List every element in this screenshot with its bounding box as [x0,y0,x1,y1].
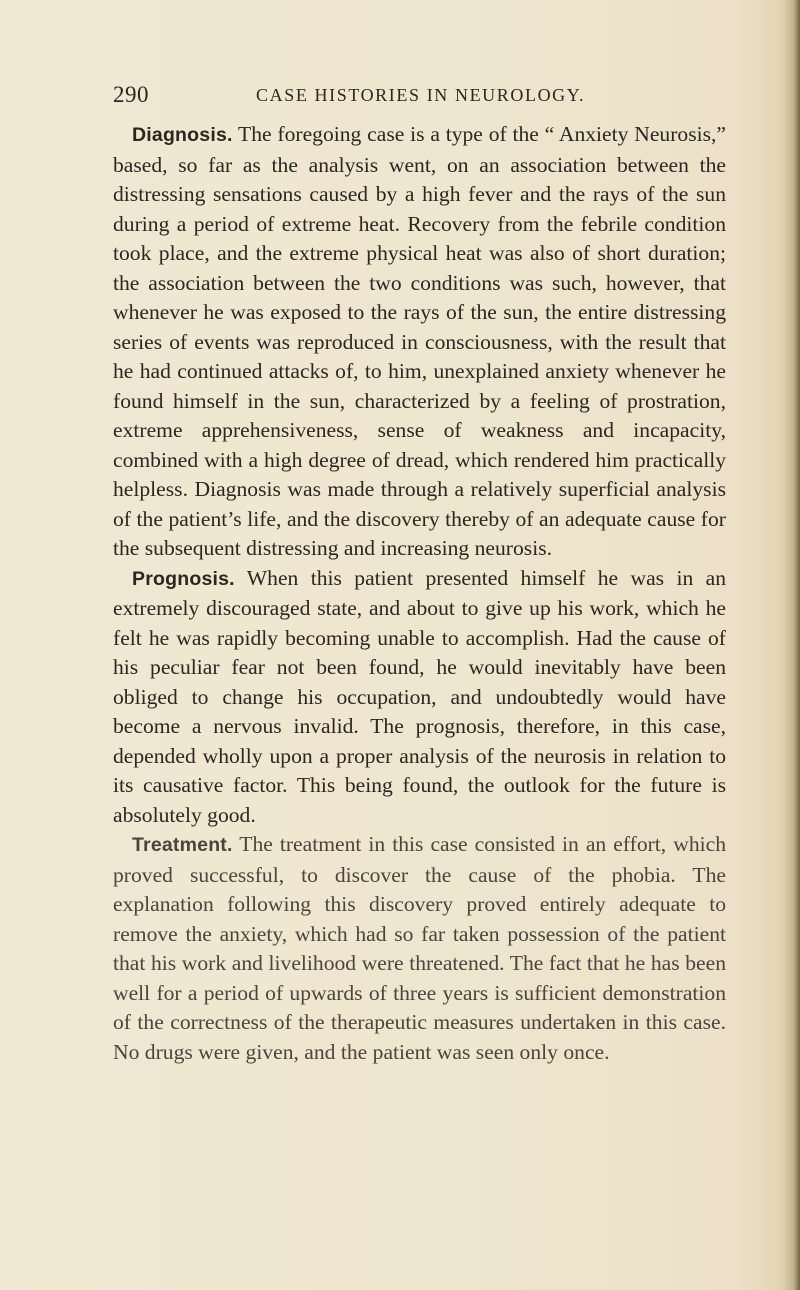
prognosis-text: When this patient presented himself he was in an extremely discouraged state, and about to give up his work, which he felt he was rapidly becoming unable to accomplish. Had the cause of his peculiar fear not been found, he would inevitably have been obliged to change his occupation, and undoubtedly would have become a nervous invalid. The prognosis, therefore, in this case, depended wholly upon a proper analysis of the neurosis in relation to its causative factor. This being found, the outlook for the future is absolutely good. [113,565,726,827]
diagnosis-paragraph [113,120,726,564]
running-head: CASE HISTORIES IN NEUROLOGY. [256,85,586,105]
page-header [113,82,713,112]
page-number: 290 [113,82,149,107]
prognosis-heading: Prognosis. [132,567,235,590]
body-text [113,120,726,1067]
treatment-heading: Treatment. [132,834,233,856]
diagnosis-heading: Diagnosis. [132,124,233,146]
diagnosis-text: The foregoing case is a type of the “ Anxiety Neurosis,” based, so far as the analysis went, on an association between the distressing sensations caused by a high fever and the rays of the sun during a period of extreme heat. Recovery from the febrile condition took place, and the extreme physical heat was also of short duration; the association between the two conditions was such, however, that whenever he was exposed to the rays of the sun, the entire distressing series of events was reproduced in consciousness, with the result that he had continued attacks of, to him, unexplained anxiety whenever he found himself in the sun, characterized by a feeling of prostration, extreme apprehensiveness, sense of weakness and incapacity, combined with a high degree of dread, which rendered him practically helpless. Diagnosis was made through a relatively superficial analysis of the patient’s life, and the discovery thereby of an adequate cause for the subsequent distressing and increasing neurosis. [113,122,726,560]
page-edge-shadow [784,0,800,1290]
treatment-text: The treatment in this case consisted in an effort, which proved successful, to discover the cause of the phobia. The explanation following this discovery proved entirely adequate to remove the anxiety, which had so far taken possession of the patient that his work and livelihood were threatened. The fact that he has been well for a period of upwards of three years is sufficient demonstration of the correctness of the therapeutic measures undertaken in this case. No drugs were given, and the patient was seen only once. [113,832,726,1064]
prognosis-paragraph [113,564,726,831]
treatment-paragraph [113,830,726,1067]
